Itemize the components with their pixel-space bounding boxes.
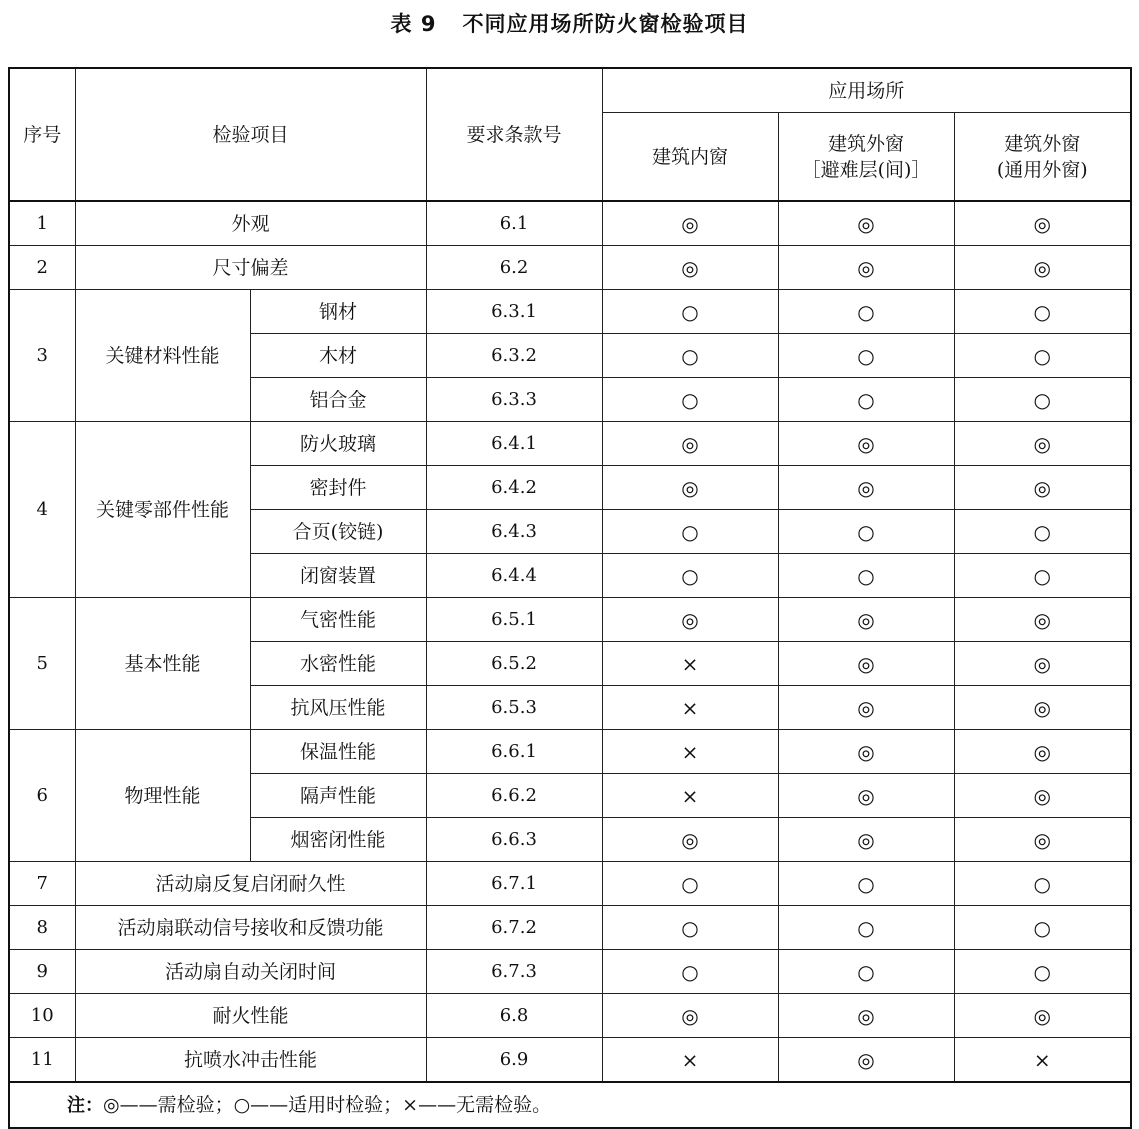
requirement-symbol: ○ [778, 290, 954, 334]
item-name: 耐火性能 [75, 994, 426, 1038]
item-name: 抗喷水冲击性能 [75, 1038, 426, 1083]
requirement-symbol: ○ [602, 510, 778, 554]
requirement-symbol: ◎ [602, 466, 778, 510]
sub-item-name: 铝合金 [250, 378, 426, 422]
sub-item-name: 抗风压性能 [250, 686, 426, 730]
row-number: 6 [9, 730, 75, 862]
requirement-symbol: ◎ [778, 1038, 954, 1083]
clause-number: 6.2 [426, 246, 602, 290]
header-clause: 要求条款号 [426, 68, 602, 201]
requirement-symbol: ○ [954, 378, 1131, 422]
table-note [9, 1082, 1131, 1128]
requirement-symbol: ○ [778, 554, 954, 598]
table-row [9, 290, 1131, 334]
requirement-symbol: ○ [778, 950, 954, 994]
clause-number: 6.9 [426, 1038, 602, 1083]
sub-item-name: 合页(铰链) [250, 510, 426, 554]
table-row [9, 1038, 1131, 1083]
sub-item-name: 保温性能 [250, 730, 426, 774]
requirement-symbol: ◎ [954, 730, 1131, 774]
clause-number: 6.1 [426, 201, 602, 246]
header-col-2 [778, 113, 954, 202]
requirement-symbol: ○ [602, 290, 778, 334]
requirement-symbol: ◎ [602, 422, 778, 466]
header-col-3 [954, 113, 1131, 202]
clause-number: 6.3.1 [426, 290, 602, 334]
requirement-symbol: ◎ [954, 774, 1131, 818]
row-number: 9 [9, 950, 75, 994]
requirement-symbol: × [602, 730, 778, 774]
requirement-symbol: ◎ [602, 246, 778, 290]
requirement-symbol: ○ [778, 862, 954, 906]
requirement-symbol: ○ [602, 906, 778, 950]
requirement-symbol: ○ [954, 510, 1131, 554]
sub-item-name: 隔声性能 [250, 774, 426, 818]
sub-item-name: 防火玻璃 [250, 422, 426, 466]
clause-number: 6.5.1 [426, 598, 602, 642]
requirement-symbol: × [602, 686, 778, 730]
row-number: 3 [9, 290, 75, 422]
sub-item-name: 气密性能 [250, 598, 426, 642]
requirement-symbol: ◎ [778, 466, 954, 510]
requirement-symbol: ◎ [602, 598, 778, 642]
requirement-symbol: ○ [778, 510, 954, 554]
table-number: 表 9 [390, 12, 437, 36]
table-row [9, 950, 1131, 994]
row-number: 7 [9, 862, 75, 906]
requirement-symbol: × [602, 774, 778, 818]
sub-item-name: 水密性能 [250, 642, 426, 686]
requirement-symbol: × [602, 642, 778, 686]
item-name: 外观 [75, 201, 426, 246]
requirement-symbol: ◎ [778, 818, 954, 862]
clause-number: 6.6.2 [426, 774, 602, 818]
clause-number: 6.4.4 [426, 554, 602, 598]
item-name: 尺寸偏差 [75, 246, 426, 290]
header-col-3-line2: (通用外窗) [996, 158, 1088, 181]
item-name: 关键材料性能 [75, 290, 250, 422]
requirement-symbol: ○ [954, 290, 1131, 334]
row-number: 10 [9, 994, 75, 1038]
requirement-symbol: ○ [954, 554, 1131, 598]
requirement-symbol: ○ [602, 862, 778, 906]
note-text: ◎——需检验；○——适用时检验；×——无需检验。 [103, 1093, 552, 1116]
requirement-symbol: ○ [778, 906, 954, 950]
requirement-symbol: ◎ [778, 422, 954, 466]
requirement-symbol: ◎ [954, 466, 1131, 510]
clause-number: 6.6.1 [426, 730, 602, 774]
header-col-3-line1: 建筑外窗 [1004, 132, 1081, 155]
item-name: 关键零部件性能 [75, 422, 250, 598]
requirement-symbol: × [602, 1038, 778, 1083]
requirement-symbol: ◎ [778, 598, 954, 642]
header-col-2-line2: ［避难层(间)］ [801, 158, 931, 181]
requirement-symbol: ◎ [778, 994, 954, 1038]
item-name: 活动扇反复启闭耐久性 [75, 862, 426, 906]
table-row [9, 201, 1131, 246]
header-col-2-line1: 建筑外窗 [828, 132, 905, 155]
header-seq: 序号 [9, 68, 75, 201]
requirement-symbol: ○ [954, 950, 1131, 994]
sub-item-name: 闭窗装置 [250, 554, 426, 598]
clause-number: 6.4.1 [426, 422, 602, 466]
requirement-symbol: ○ [954, 906, 1131, 950]
clause-number: 6.7.2 [426, 906, 602, 950]
note-label: 注： [67, 1094, 103, 1116]
requirement-symbol: ○ [602, 554, 778, 598]
requirement-symbol: ◎ [778, 686, 954, 730]
clause-number: 6.4.2 [426, 466, 602, 510]
requirement-symbol: ◎ [778, 642, 954, 686]
requirement-symbol: ◎ [954, 818, 1131, 862]
item-name: 活动扇自动关闭时间 [75, 950, 426, 994]
header-scope: 应用场所 [602, 68, 1131, 113]
clause-number: 6.7.3 [426, 950, 602, 994]
table-row [9, 598, 1131, 642]
requirement-symbol: × [954, 1038, 1131, 1083]
row-number: 8 [9, 906, 75, 950]
requirement-symbol: ◎ [778, 246, 954, 290]
row-number: 4 [9, 422, 75, 598]
row-number: 1 [9, 201, 75, 246]
requirement-symbol: ◎ [954, 994, 1131, 1038]
item-name: 活动扇联动信号接收和反馈功能 [75, 906, 426, 950]
requirement-symbol: ◎ [954, 598, 1131, 642]
requirement-symbol: ◎ [954, 686, 1131, 730]
clause-number: 6.3.2 [426, 334, 602, 378]
requirement-symbol: ◎ [602, 994, 778, 1038]
requirement-symbol: ◎ [954, 422, 1131, 466]
clause-number: 6.3.3 [426, 378, 602, 422]
requirement-symbol: ◎ [602, 818, 778, 862]
inspection-table [8, 67, 1132, 1129]
row-number: 5 [9, 598, 75, 730]
requirement-symbol: ○ [778, 378, 954, 422]
requirement-symbol: ○ [778, 334, 954, 378]
table-row [9, 422, 1131, 466]
sub-item-name: 钢材 [250, 290, 426, 334]
table-caption: 不同应用场所防火窗检验项目 [462, 12, 749, 36]
requirement-symbol: ○ [602, 378, 778, 422]
requirement-symbol: ◎ [778, 774, 954, 818]
clause-number: 6.6.3 [426, 818, 602, 862]
table-body [9, 201, 1131, 1082]
requirement-symbol: ○ [954, 334, 1131, 378]
table-row [9, 862, 1131, 906]
sub-item-name: 木材 [250, 334, 426, 378]
header-item: 检验项目 [75, 68, 426, 201]
clause-number: 6.8 [426, 994, 602, 1038]
requirement-symbol: ◎ [954, 201, 1131, 246]
requirement-symbol: ◎ [954, 246, 1131, 290]
requirement-symbol: ◎ [778, 730, 954, 774]
table-row [9, 906, 1131, 950]
requirement-symbol: ◎ [778, 201, 954, 246]
header-col-1-line1: 建筑内窗 [652, 145, 729, 168]
requirement-symbol: ○ [602, 334, 778, 378]
item-name: 物理性能 [75, 730, 250, 862]
table-row [9, 246, 1131, 290]
table-row [9, 730, 1131, 774]
row-number: 11 [9, 1038, 75, 1083]
requirement-symbol: ○ [954, 862, 1131, 906]
requirement-symbol: ○ [602, 950, 778, 994]
row-number: 2 [9, 246, 75, 290]
table-row [9, 994, 1131, 1038]
sub-item-name: 烟密闭性能 [250, 818, 426, 862]
table-title [0, 8, 1139, 38]
header-col-1 [602, 113, 778, 202]
clause-number: 6.5.2 [426, 642, 602, 686]
clause-number: 6.7.1 [426, 862, 602, 906]
requirement-symbol: ◎ [602, 201, 778, 246]
sub-item-name: 密封件 [250, 466, 426, 510]
clause-number: 6.5.3 [426, 686, 602, 730]
requirement-symbol: ◎ [954, 642, 1131, 686]
item-name: 基本性能 [75, 598, 250, 730]
clause-number: 6.4.3 [426, 510, 602, 554]
